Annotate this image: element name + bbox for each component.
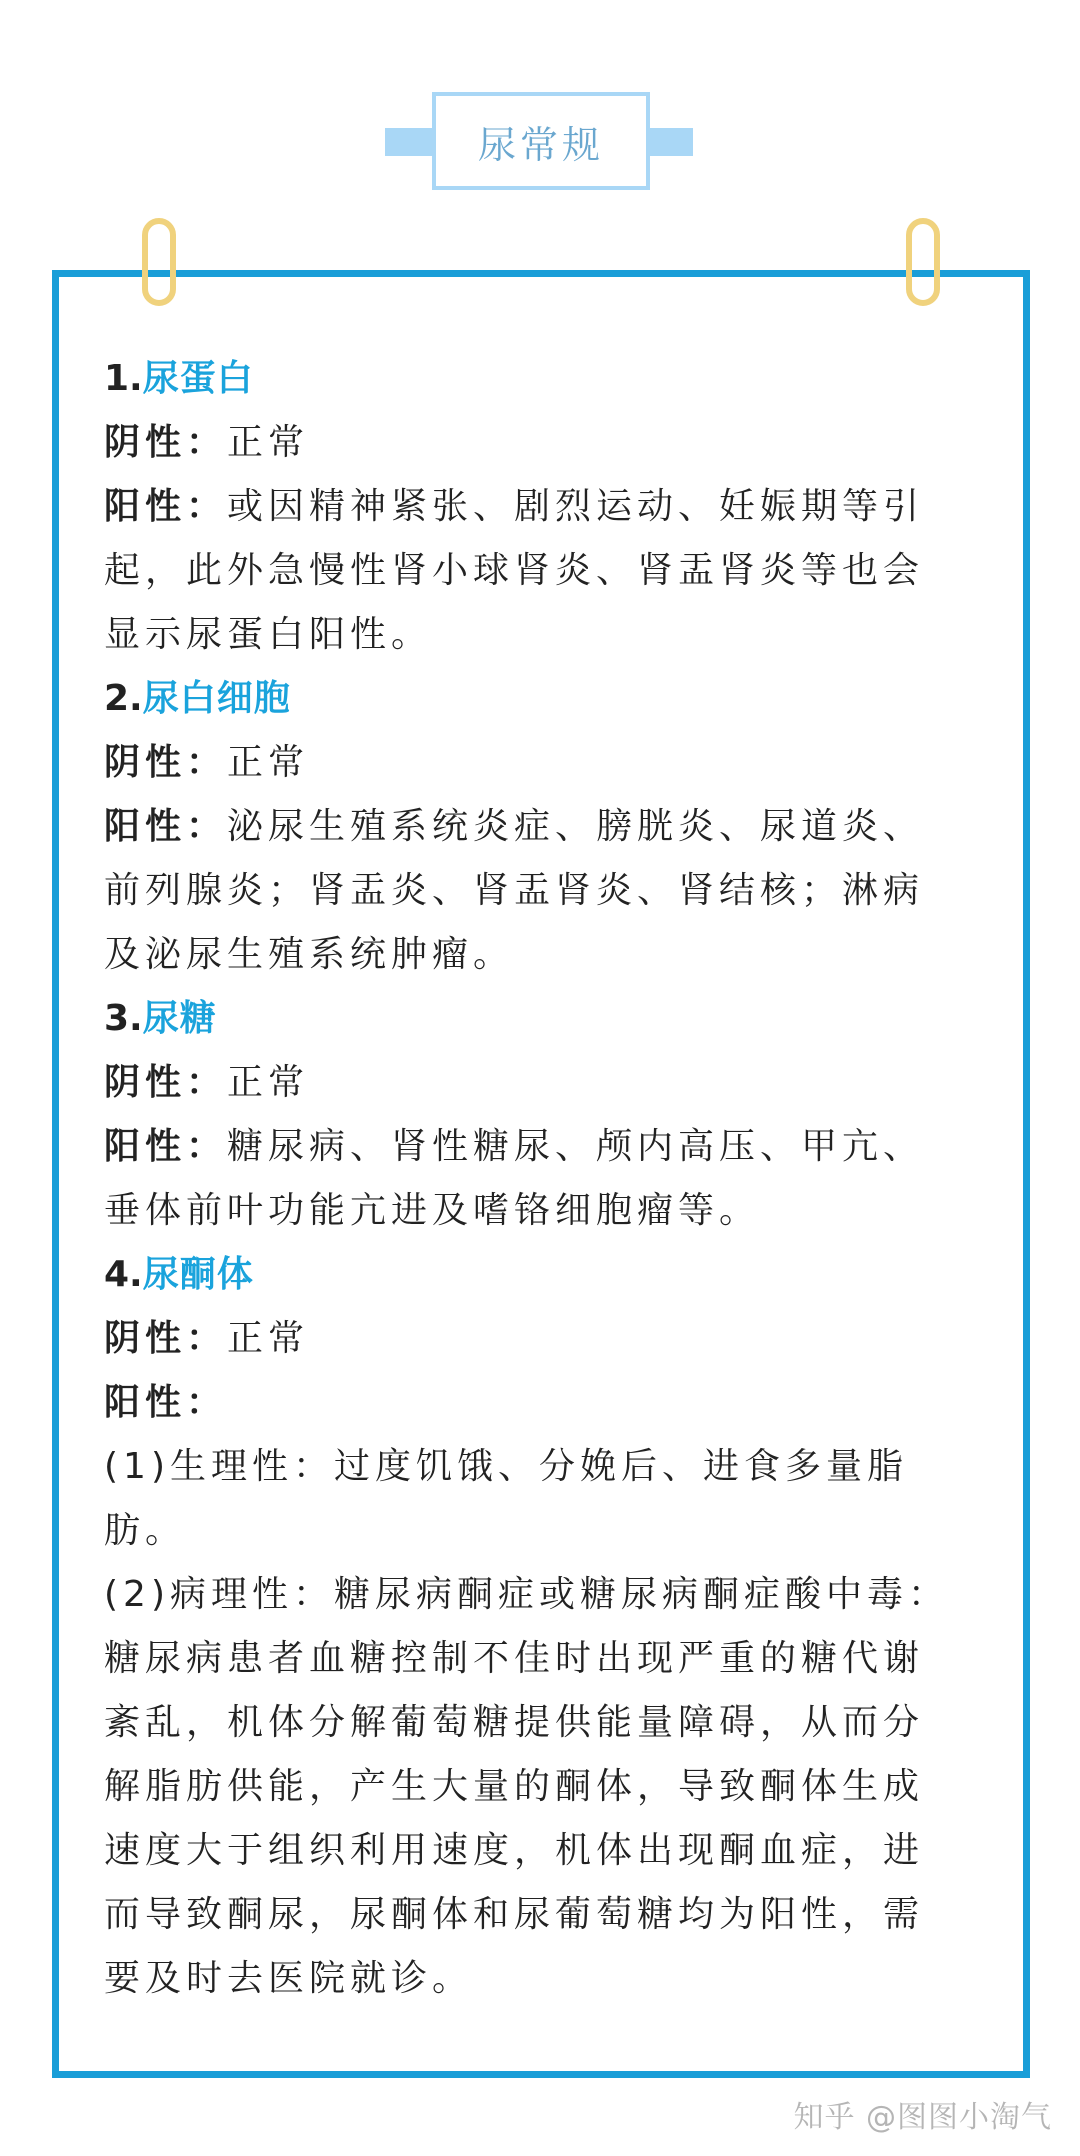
positive-line xyxy=(104,475,994,539)
negative-line xyxy=(104,411,994,475)
positive-text: 糖尿病、肾性糖尿、颅内高压、甲亢、 xyxy=(227,1126,925,1167)
negative-label: 阴性： xyxy=(104,742,228,783)
page-title: 尿常规 xyxy=(432,92,650,190)
title-ribbon-left xyxy=(385,128,435,156)
positive-text-line: 前列腺炎；肾盂炎、肾盂肾炎、肾结核；淋病 xyxy=(104,870,925,911)
paper-clip-icon xyxy=(142,218,176,306)
negative-line xyxy=(104,731,994,795)
negative-text: 正常 xyxy=(227,1062,310,1103)
content-body xyxy=(104,347,994,2011)
negative-label: 阴性： xyxy=(104,1318,228,1359)
content-card xyxy=(52,270,1030,2078)
section-heading xyxy=(104,347,994,411)
positive-text-line: 显示尿蛋白阳性。 xyxy=(104,614,433,655)
negative-label: 阴性： xyxy=(104,1062,228,1103)
watermark: 知乎 @图图小淘气 xyxy=(793,2100,1052,2135)
paper-clip-icon xyxy=(906,218,940,306)
positive-line xyxy=(104,795,994,859)
sub-item-line: (2)病理性：糖尿病酮症或糖尿病酮症酸中毒： xyxy=(104,1574,949,1615)
negative-line xyxy=(104,1307,994,1371)
negative-text: 正常 xyxy=(227,1318,310,1359)
section-number: 2. xyxy=(104,678,143,719)
sub-item-line: 要及时去医院就诊。 xyxy=(104,1958,474,1999)
section-number: 4. xyxy=(104,1254,143,1295)
sub-item-line: 而导致酮尿，尿酮体和尿葡萄糖均为阳性，需 xyxy=(104,1894,925,1935)
positive-line xyxy=(104,1115,994,1179)
negative-text: 正常 xyxy=(227,742,310,783)
section-heading xyxy=(104,987,994,1051)
positive-text-line: 及泌尿生殖系统肿瘤。 xyxy=(104,934,515,975)
negative-text: 正常 xyxy=(227,422,310,463)
positive-label: 阳性： xyxy=(104,806,228,847)
positive-label: 阳性： xyxy=(104,486,228,527)
section-title: 尿酮体 xyxy=(142,1254,254,1295)
positive-text: 或因精神紧张、剧烈运动、妊娠期等引 xyxy=(227,486,925,527)
section-heading xyxy=(104,1243,994,1307)
section-title: 尿蛋白 xyxy=(142,358,254,399)
sub-item-line: 紊乱，机体分解葡萄糖提供能量障碍，从而分 xyxy=(104,1702,925,1743)
positive-line xyxy=(104,1371,994,1435)
title-ribbon-right xyxy=(643,128,693,156)
section-number: 3. xyxy=(104,998,143,1039)
sub-item-line: 解脂肪供能，产生大量的酮体，导致酮体生成 xyxy=(104,1766,925,1807)
section-number: 1. xyxy=(104,358,143,399)
sub-item-line: 肪。 xyxy=(104,1510,187,1551)
positive-text-line: 垂体前叶功能亢进及嗜铬细胞瘤等。 xyxy=(104,1190,761,1231)
positive-text-line: 起，此外急慢性肾小球肾炎、肾盂肾炎等也会 xyxy=(104,550,925,591)
section-title: 尿白细胞 xyxy=(142,678,291,719)
sub-item-line: 糖尿病患者血糖控制不佳时出现严重的糖代谢 xyxy=(104,1638,925,1679)
positive-label: 阳性： xyxy=(104,1126,228,1167)
sub-item-line: (1)生理性：过度饥饿、分娩后、进食多量脂 xyxy=(104,1446,908,1487)
positive-text: 泌尿生殖系统炎症、膀胱炎、尿道炎、 xyxy=(227,806,925,847)
negative-label: 阴性： xyxy=(104,422,228,463)
negative-line xyxy=(104,1051,994,1115)
positive-label: 阳性： xyxy=(104,1382,228,1423)
section-title: 尿糖 xyxy=(142,998,217,1039)
sub-item-line: 速度大于组织利用速度，机体出现酮血症，进 xyxy=(104,1830,925,1871)
section-heading xyxy=(104,667,994,731)
